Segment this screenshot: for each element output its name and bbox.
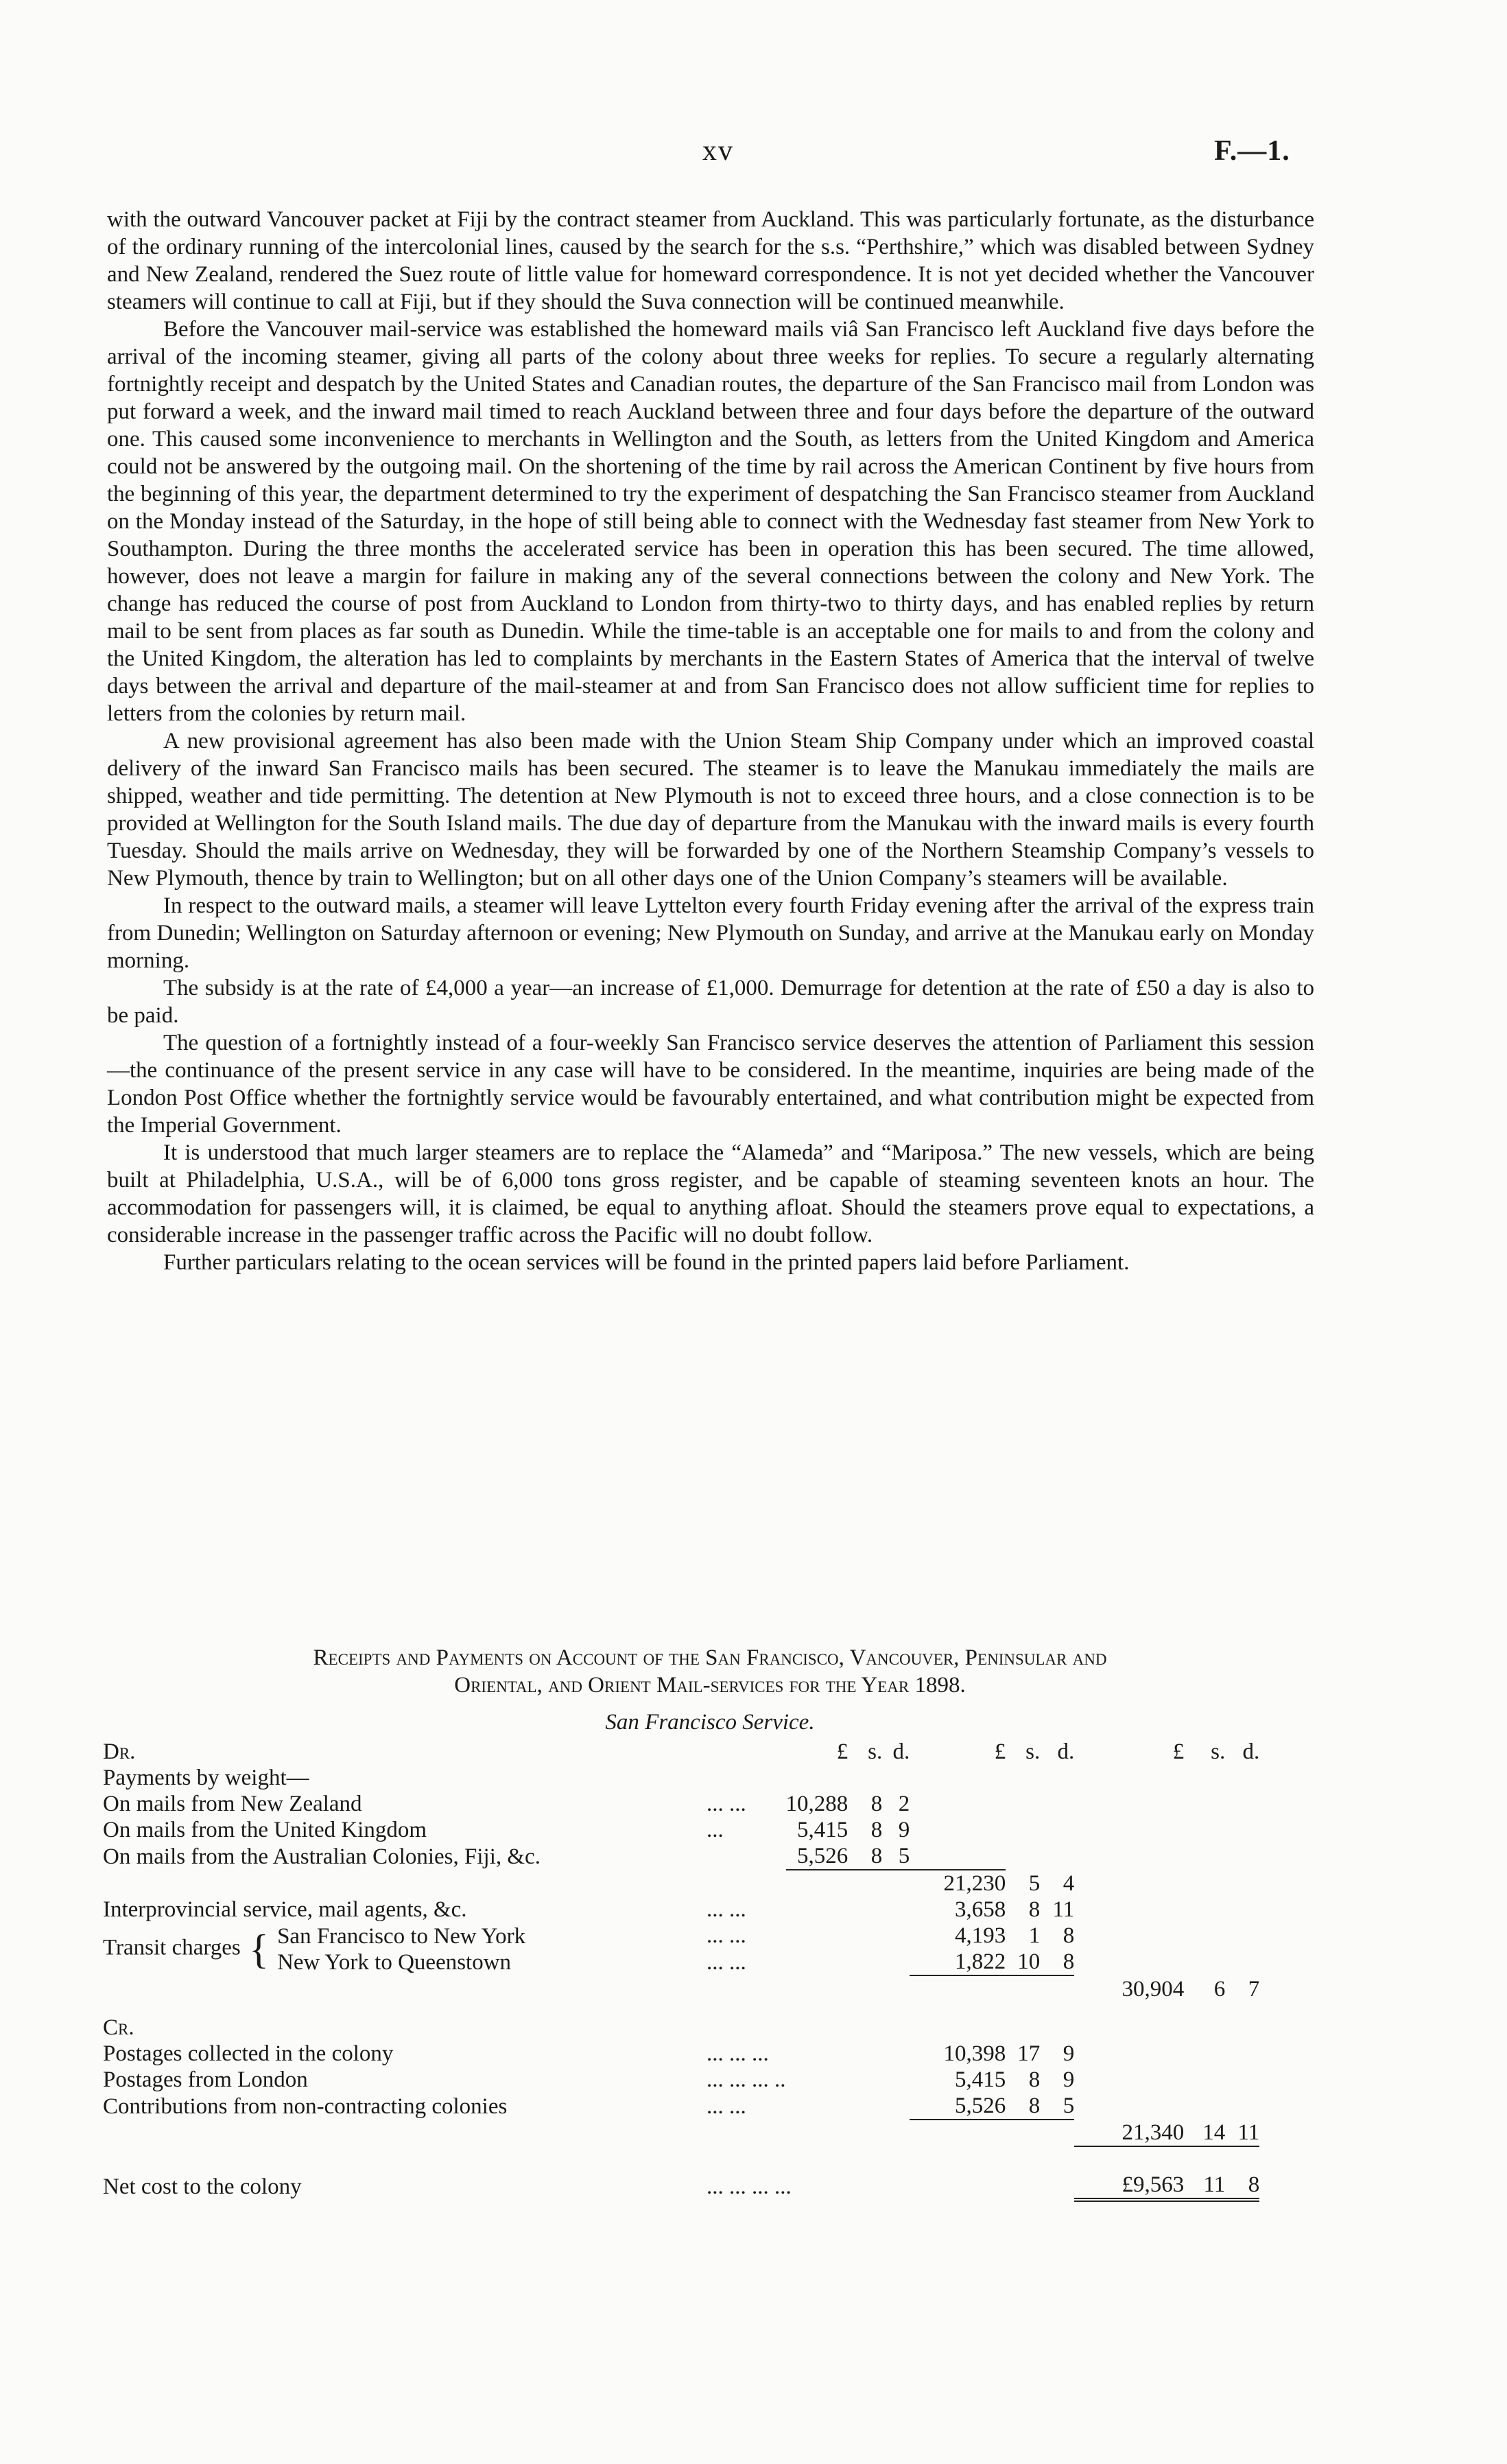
net-cost-label: Net cost to the colony: [103, 2174, 302, 2199]
header-shillings: s.: [1025, 1739, 1041, 1764]
transit-charges-cell: [103, 1923, 707, 1975]
shillings: 5: [1028, 1871, 1041, 1896]
table-row: [103, 1843, 1259, 1870]
shillings: 10: [1017, 1949, 1041, 1974]
paragraph: The question of a fortnightly instead of a four-weekly San Francisco service deserves the attention of Parliament this session—the continuance of the present service in any case will have to be considered. In the meantime, inquiries are being made of the London Post Office whether the fortnightly service would be favourably entertained, and what contribution might be expected from the Imperial Government.: [107, 1031, 1314, 1138]
pounds: 10,398: [943, 2041, 1006, 2066]
table-row: [103, 1765, 1259, 1791]
pounds: 1,822: [955, 1949, 1006, 1974]
row-label: New York to Queenstown: [277, 1950, 512, 1975]
shillings: 1: [1028, 1923, 1041, 1948]
pounds: 30,904: [1122, 1977, 1185, 2002]
leader-dots: ... ... ... ..: [707, 2067, 786, 2092]
header-shillings: s.: [1211, 1739, 1226, 1764]
header-pence: d.: [1242, 1739, 1260, 1764]
paragraph: In respect to the outward mails, a steamer will leave Lyttelton every fourth Friday evening after the arrival of the express train from Dunedin; Wellington on Saturday afternoon or evening; New Plymouth on Sunday, and arrive at the Manukau early on Monday morning.: [107, 893, 1314, 973]
row-label: Contributions from non-contracting colonies: [103, 2094, 508, 2119]
transit-charges-label: Transit charges: [103, 1935, 241, 1960]
paragraph: A new provisional agreement has also been made with the Union Steam Ship Company under which an improved coastal delivery of the inward San Francisco mails has been secured. The steamer is to leave the Manukau immediately the mails are shipped, weather and tide permitting. The detention at New Plymouth is not to exceed three hours, and a close connection is to be provided at Wellington for the South Island mails. The due day of departure from the Manukau with the inward mails is every fourth Tuesday. Should the mails arrive on Wednesday, they will be forwarded by one of the Northern Steamship Company’s vessels to New Plymouth, thence by train to Wellington; but on all other days one of the Union Company’s steamers will be available.: [107, 729, 1314, 891]
row-label: On mails from the United Kingdom: [103, 1818, 427, 1842]
pence: 9: [1063, 2041, 1075, 2066]
pence: 11: [1052, 1897, 1075, 1922]
shillings: 11: [1184, 2146, 1225, 2200]
accounts-subtitle: San Francisco Service.: [605, 1710, 815, 1735]
header-pounds: £: [836, 1739, 849, 1764]
pounds: 10,288: [785, 1792, 849, 1816]
leader-dots: ... ...: [707, 1923, 746, 1948]
row-label: San Francisco to New York: [277, 1924, 526, 1949]
brace-icon: {: [249, 1927, 269, 1972]
page-header: [0, 134, 1507, 176]
table-row: [103, 1870, 1259, 1897]
leader-dots: [707, 1843, 786, 1870]
shillings: 6: [1213, 1977, 1226, 2002]
paragraph: with the outward Vancouver packet at Fiji by the contract steamer from Auckland. This was particularly fortunate, as the disturbance of the ordinary running of the intercolonial lines, caused by the search for the s.s. “Perthshire,” which was disabled between Sydney and New Zealand, rendered the Suez route of little value for homeward correspondence. It is not yet decided whether the Vancouver steamers will continue to call at Fiji, but if they should the Suva connection will be continued meanwhile.: [107, 207, 1314, 314]
table-row: [103, 2146, 1259, 2200]
shillings: 8: [870, 1818, 883, 1842]
paragraph: Further particulars relating to the ocean services will be found in the printed papers laid before Parliament.: [163, 1250, 1130, 1275]
leader-dots: ... ... ... ...: [707, 2174, 792, 2199]
shillings: 17: [1017, 2041, 1041, 2066]
table-row: [103, 2120, 1259, 2146]
pence: 8: [1063, 1949, 1075, 1974]
pence: 5: [1063, 2093, 1075, 2118]
table-header-row: [103, 1739, 1259, 1765]
report-body: [107, 206, 1314, 1276]
table-row: [103, 1817, 1259, 1843]
pence: 9: [898, 1818, 910, 1842]
table-row: [103, 2002, 1259, 2041]
pence: 7: [1248, 1977, 1260, 2002]
pounds: £9,563: [1074, 2146, 1184, 2200]
shillings: 14: [1202, 2120, 1226, 2145]
shillings: 8: [870, 1792, 883, 1816]
pence: 11: [1237, 2120, 1260, 2145]
paragraph: Before the Vancouver mail-service was established the homeward mails viâ San Francisco left Auckland five days before the arrival of the incoming steamer, giving all parts of the colony about three weeks for replies. To secure a regularly alternating fortnightly receipt and despatch by the United States and Canadian routes, the departure of the San Francisco mail from London was put forward a week, and the inward mail timed to reach Auckland between three and four days before the departure of the outward one. This caused some inconvenience to merchants in Wellington and the South, as letters from the United Kingdom and America could not be answered by the outgoing mail. On the shortening of the time by rail across the American Continent by five hours from the beginning of this year, the department determined to try the experiment of despatching the San Francisco steamer from Auckland on the Monday instead of the Saturday, in the hope of still being able to connect with the Wednesday fast steamer from New York to Southampton. During the three months the accelerated service has been in operation this has been secured. The time allowed, however, does not leave a margin for failure in making any of the several connections between the colony and New York. The change has reduced the course of post from Auckland to London from thirty-two to thirty days, and has enabled replies by return mail to be sent from places as far south as Dunedin. While the time-table is an acceptable one for mails to and from the colony and the United Kingdom, the alteration has led to complaints by merchants in the Eastern States of America that the interval of twelve days between the arrival and departure of the mail-steamer at and from San Francisco does not allow sufficient time for replies to letters from the colonies by return mail.: [107, 317, 1314, 726]
leader-dots: ... ...: [707, 1950, 746, 1975]
pence: 2: [898, 1792, 910, 1816]
accounts-title: [103, 1644, 1317, 1699]
pence: 4: [1063, 1871, 1075, 1896]
paragraph: The subsidy is at the rate of £4,000 a year—an increase of £1,000. Demurrage for detention at the rate of £50 a day is also to be paid.: [107, 976, 1314, 1028]
row-label: Postages from London: [103, 2067, 308, 2092]
pounds: 3,658: [955, 1897, 1006, 1922]
table-row: [103, 1975, 1259, 2002]
page-number: xv: [702, 135, 734, 167]
pence: 5: [898, 1844, 910, 1868]
leader-dots: ...: [707, 1818, 724, 1842]
pence: 8: [1063, 1923, 1075, 1948]
accounts-title-line1: Receipts and Payments on Account of the San Francisco, Vancouver, Peninsular and: [313, 1645, 1107, 1670]
leader-dots: ... ...: [707, 1792, 746, 1816]
payments-by-weight-label: Payments by weight—: [103, 1765, 309, 1790]
dr-label: Dr.: [103, 1739, 136, 1764]
header-pence: d.: [1057, 1739, 1075, 1764]
table-row: [103, 2067, 1259, 2093]
table-row: [103, 1897, 1259, 1923]
table-row: [103, 2093, 1259, 2120]
paragraph: It is understood that much larger steamers are to replace the “Alameda” and “Mariposa.” The new vessels, which are being built at Philadelphia, U.S.A., will be of 6,000 tons gross register, and be capable of steaming seventeen knots an hour. The accommodation for passengers will, it is claimed, be equal to anything afloat. Should the steamers prove equal to expectations, a considerable increase in the passenger traffic across the Pacific will no doubt follow.: [107, 1140, 1314, 1247]
cr-label: Cr.: [103, 2015, 134, 2040]
pence: 9: [1063, 2067, 1075, 2092]
shillings: 8: [1028, 2067, 1041, 2092]
leader-dots: ... ...: [707, 2094, 746, 2119]
pounds: 4,193: [955, 1923, 1006, 1948]
table-row: [103, 2041, 1259, 2067]
shillings: 8: [1028, 1897, 1041, 1922]
shillings: 8: [1028, 2093, 1041, 2118]
pence: 8: [1225, 2146, 1259, 2200]
accounts-title-line2: Oriental, and Orient Mail-services for the Year 1898.: [454, 1673, 966, 1698]
row-label: On mails from the Australian Colonies, Fiji, &c.: [103, 1844, 541, 1869]
accounts-table: [103, 1739, 1259, 2202]
pounds: 5,415: [955, 2067, 1006, 2092]
accounts-section: [103, 1644, 1317, 2202]
pounds: 21,230: [910, 1870, 1006, 1897]
pounds: 5,526: [797, 1844, 849, 1868]
leader-dots: ... ...: [707, 1897, 746, 1922]
table-row: [103, 1791, 1259, 1817]
header-pence: d.: [892, 1739, 910, 1764]
pounds: 21,340: [1122, 2120, 1185, 2145]
row-label: Interprovincial service, mail agents, &c.: [103, 1897, 467, 1922]
header-shillings: s.: [868, 1739, 883, 1764]
leader-dots: ... ... ...: [707, 2041, 769, 2066]
header-pounds: £: [994, 1739, 1006, 1764]
pounds: 5,526: [955, 2093, 1006, 2118]
pounds: 5,415: [797, 1818, 849, 1842]
shillings: 8: [870, 1844, 883, 1868]
table-row: [103, 1923, 1259, 1949]
header-pounds: £: [1172, 1739, 1185, 1764]
document-reference: F.—1.: [1214, 135, 1290, 167]
row-label: Postages collected in the colony: [103, 2041, 394, 2066]
row-label: On mails from New Zealand: [103, 1792, 362, 1816]
